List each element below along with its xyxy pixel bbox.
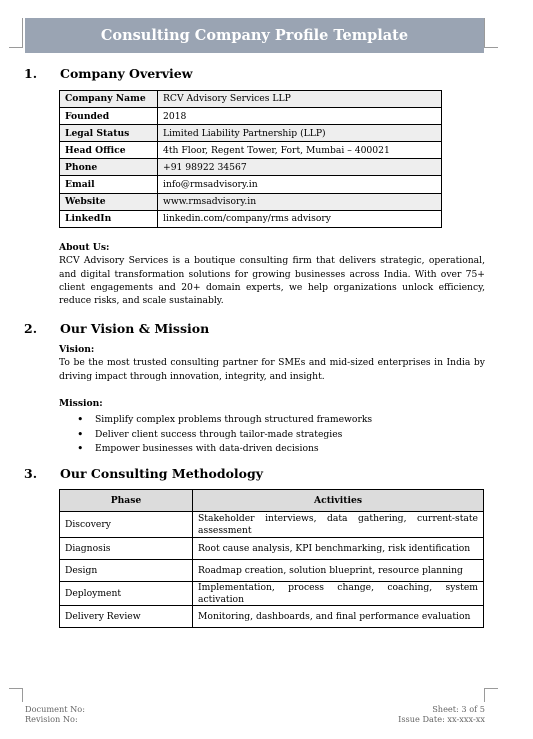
phase-cell: Delivery Review [60,606,193,628]
activities-cell: Roadmap creation, solution blueprint, resource planning [193,560,484,582]
column-header-activities: Activities [193,490,484,512]
info-value: 4th Floor, Regent Tower, Fort, Mumbai – 400021 [158,142,442,159]
phase-cell: Diagnosis [60,538,193,560]
table-row [60,91,442,108]
info-value: Limited Liability Partnership (LLP) [158,125,442,142]
phase-cell: Discovery [60,512,193,538]
table-row [60,582,484,606]
document-number: Document No: [25,704,85,714]
about-us-block [59,241,485,307]
vision-label: Vision: [59,344,95,355]
table-row [60,108,442,125]
mission-label: Mission: [59,398,103,409]
section-title: Company Overview [60,66,193,81]
table-row [60,210,442,227]
activities-cell: Implementation, process change, coaching, system activation [193,582,484,606]
activities-cell: Monitoring, dashboards, and final performance evaluation [193,606,484,628]
list-item: • Simplify complex problems through structured frameworks [75,413,372,428]
info-key: Website [60,193,158,210]
sheet-number: Sheet: 3 of 5 [432,704,485,714]
table-row [60,560,484,582]
section-number: 1. [24,66,38,81]
table-row [60,193,442,210]
footer-left [25,705,85,724]
info-value: linkedin.com/company/rms advisory [158,210,442,227]
info-key: Phone [60,159,158,176]
info-key: Founded [60,108,158,125]
section-number: 2. [24,321,38,336]
list-item: • Deliver client success through tailor-made strategies [75,428,372,443]
info-key: Email [60,176,158,193]
activities-cell: Root cause analysis, KPI benchmarking, risk identification [193,538,484,560]
phase-cell: Deployment [60,582,193,606]
crop-mark-bottom-left [9,688,23,702]
issue-date: Issue Date: xx-xxx-xx [398,713,485,724]
crop-mark-top-right [484,18,498,48]
company-info-table [59,90,442,228]
info-value: +91 98922 34567 [158,159,442,176]
mission-block [59,397,485,410]
table-row [60,125,442,142]
info-key: LinkedIn [60,210,158,227]
footer-right [398,705,485,724]
info-value: 2018 [158,108,442,125]
table-row [60,606,484,628]
info-value: RCV Advisory Services LLP [158,91,442,108]
info-key: Legal Status [60,125,158,142]
crop-mark-top-left [9,18,23,48]
activities-cell: Stakeholder interviews, data gathering, current-state assessment [193,512,484,538]
table-row [60,512,484,538]
vision-text: To be the most trusted consulting partner for SMEs and mid-sized enterprises in India by driving impact through innovation, integrity, and insight. [59,357,485,382]
list-item: • Empower businesses with data-driven decisions [75,442,372,457]
column-header-phase: Phase [60,490,193,512]
phase-cell: Design [60,560,193,582]
info-value: www.rmsadvisory.in [158,193,442,210]
section-number: 3. [24,466,38,481]
vision-block [59,343,485,383]
table-row [60,159,442,176]
table-row [60,142,442,159]
document-title-banner: Consulting Company Profile Template [25,18,484,53]
info-key: Company Name [60,91,158,108]
revision-number: Revision No: [25,713,78,724]
crop-mark-bottom-right [484,688,498,702]
methodology-table [59,489,484,628]
section-title: Our Vision & Mission [60,321,210,336]
about-us-text: RCV Advisory Services is a boutique consulting firm that delivers strategic, operational, and digital transformation solutions for growing businesses across India. With over 75+ client engagements and 20+ domain experts, we help organizations unlock efficiency, reduce risks, and scale sustainably. [59,255,485,307]
info-key: Head Office [60,142,158,159]
about-us-label: About Us: [59,242,110,253]
table-row [60,538,484,560]
mission-list [75,413,372,457]
table-row [60,176,442,193]
table-header-row [60,490,484,512]
info-value: info@rmsadvisory.in [158,176,442,193]
section-title: Our Consulting Methodology [60,466,264,481]
